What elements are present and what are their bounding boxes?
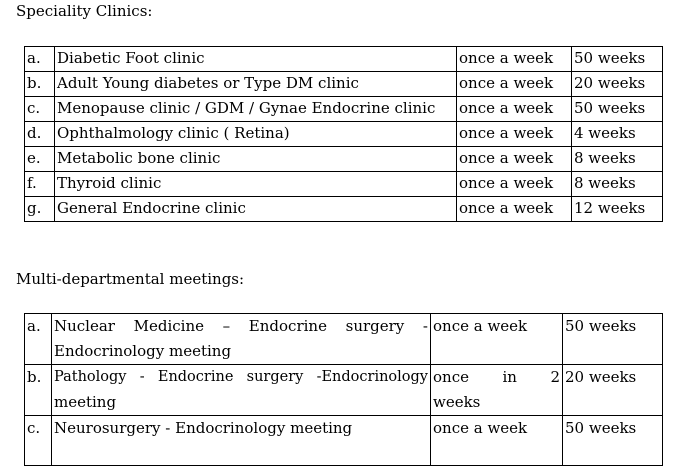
table-row <box>25 97 663 122</box>
clinic-name: Adult Young diabetes or Type DM clinic <box>55 72 457 97</box>
meeting-frequency <box>431 314 563 365</box>
meeting-name <box>52 365 431 416</box>
clinic-duration: 4 weeks <box>572 122 663 147</box>
meeting-frequency-line1: once a week <box>433 317 528 335</box>
meetings-heading: Multi-departmental meetings: <box>16 270 245 288</box>
meeting-name-line1: Pathology - Endocrine surgery -Endocrinology <box>54 369 428 385</box>
meeting-duration: 50 weeks <box>563 416 663 466</box>
table-row <box>25 122 663 147</box>
clinic-duration: 8 weeks <box>572 147 663 172</box>
clinic-duration: 12 weeks <box>572 197 663 222</box>
clinic-duration: 50 weeks <box>572 47 663 72</box>
clinic-frequency: once a week <box>457 47 572 72</box>
meetings-table <box>24 313 663 466</box>
clinic-duration: 20 weeks <box>572 72 663 97</box>
row-letter: f. <box>25 172 55 197</box>
meeting-duration: 50 weeks <box>563 314 663 365</box>
clinic-name: Ophthalmology clinic ( Retina) <box>55 122 457 147</box>
row-letter: g. <box>25 197 55 222</box>
clinic-frequency: once a week <box>457 122 572 147</box>
row-letter: b. <box>25 365 52 416</box>
table-row <box>25 172 663 197</box>
table-row <box>25 416 663 466</box>
table-row <box>25 365 663 416</box>
clinic-frequency: once a week <box>457 147 572 172</box>
table-row <box>25 197 663 222</box>
row-letter: a. <box>25 47 55 72</box>
clinic-name: Metabolic bone clinic <box>55 147 457 172</box>
row-letter: b. <box>25 72 55 97</box>
table-row <box>25 314 663 365</box>
clinic-name: Thyroid clinic <box>55 172 457 197</box>
table-row <box>25 147 663 172</box>
clinic-name: Menopause clinic / GDM / Gynae Endocrine clinic <box>55 97 457 122</box>
meeting-name-line1: Nuclear Medicine – Endocrine surgery - <box>54 317 428 335</box>
clinic-frequency: once a week <box>457 172 572 197</box>
row-letter: d. <box>25 122 55 147</box>
clinic-name: General Endocrine clinic <box>55 197 457 222</box>
clinic-duration: 8 weeks <box>572 172 663 197</box>
speciality-clinics-heading: Speciality Clinics: <box>16 2 153 20</box>
meeting-frequency-line1: once a week <box>433 419 528 437</box>
meeting-frequency <box>431 365 563 416</box>
meeting-frequency <box>431 416 563 466</box>
row-letter: a. <box>25 314 52 365</box>
row-letter: c. <box>25 97 55 122</box>
clinic-frequency: once a week <box>457 197 572 222</box>
meeting-duration: 20 weeks <box>563 365 663 416</box>
meeting-frequency-line1: once in 2 <box>433 368 560 386</box>
clinic-frequency: once a week <box>457 72 572 97</box>
meeting-name-line2: meeting <box>54 393 117 411</box>
row-letter: c. <box>25 416 52 466</box>
meeting-name <box>52 416 431 466</box>
clinic-name: Diabetic Foot clinic <box>55 47 457 72</box>
meeting-frequency-line2: weeks <box>433 393 481 411</box>
meeting-name-line1: Neurosurgery - Endocrinology meeting <box>54 419 353 437</box>
clinic-frequency: once a week <box>457 97 572 122</box>
meeting-name-line2: Endocrinology meeting <box>54 342 232 360</box>
clinic-duration: 50 weeks <box>572 97 663 122</box>
meeting-name <box>52 314 431 365</box>
table-row <box>25 47 663 72</box>
row-letter: e. <box>25 147 55 172</box>
speciality-clinics-table <box>24 46 663 222</box>
table-row <box>25 72 663 97</box>
